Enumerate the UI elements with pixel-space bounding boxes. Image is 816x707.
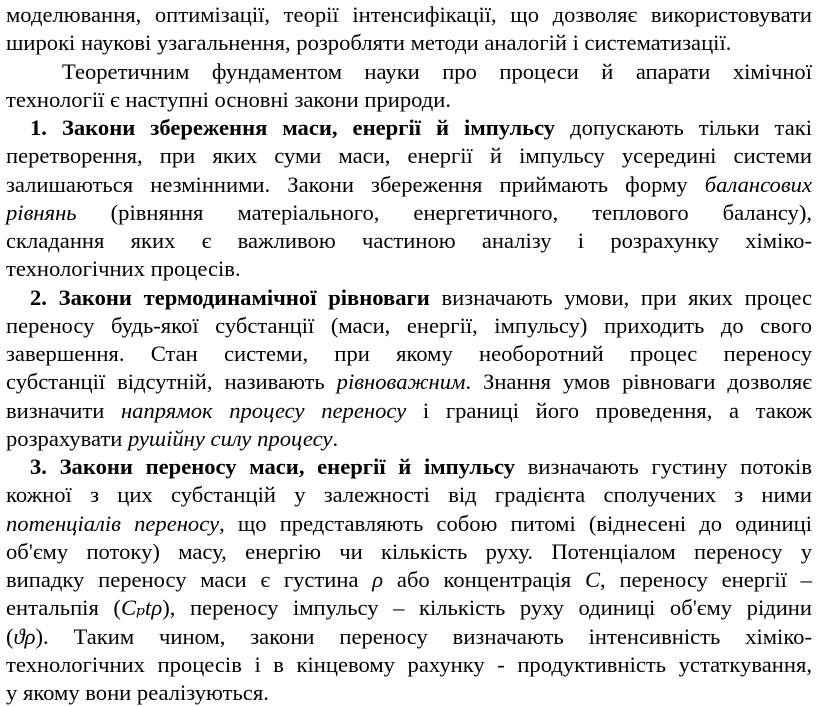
text-line: у якому вони реалізуються. <box>6 680 269 705</box>
text-line: залишаються незмінними. Закони збереження приймають форму балансових <box>6 171 812 197</box>
text-line: переносу будь-якої субстанції (маси, енергії, імпульсу) приходить до свого <box>6 312 812 338</box>
text-line: рівнянь (рівняння матеріального, енергетичного, теплового балансу), <box>6 199 812 225</box>
text-line: розрахувати рушійну силу процесу. <box>6 425 339 451</box>
text-line: об'єму потоку) масу, енергію чи кількість руху. Потенціалом переносу у <box>6 538 812 564</box>
text-line: моделювання, оптимізації, теорії інтенсифікації, що дозволяє використовувати <box>6 2 812 27</box>
text-line: (ϑρ). Таким чином, закони переносу визначають інтенсивність хіміко- <box>6 623 812 649</box>
text-line: визначити напрямок процесу переносу і границі його проведення, а також <box>6 397 813 423</box>
text-line: 3. Закони переносу маси, енергії й імпульсу визначають густину потоків <box>30 454 812 479</box>
section-heading-2: 2. Закони термодинамічної рівноваги <box>30 284 430 310</box>
text-line: випадку переносу маси є густина ρ або концентрація C, переносу енергії – <box>6 567 812 592</box>
text-line: потенціалів переносу, що представляють собою питомі (віднесені до одиниці <box>6 510 812 536</box>
section-heading-3: 3. Закони переносу маси, енергії й імпульсу <box>30 454 516 479</box>
section-heading-1: 1. Закони збереження маси, енергії й імпульсу <box>30 115 556 140</box>
text-line: складання яких є важливою частиною аналізу і розрахунку хіміко- <box>6 228 812 253</box>
text-line: технології є наступні основні закони природи. <box>6 86 452 112</box>
text-line: ентальпія (Cₚtρ), переносу імпульсу – кількість руху одиниці об'єму рідини <box>6 595 812 621</box>
text-line: 1. Закони збереження маси, енергії й імпульсу допускають тільки такі <box>30 115 812 140</box>
text-line: технологічних процесів і в кінцевому рахунку - продуктивність устаткування, <box>6 651 812 677</box>
text-line: широкі наукові узагальнення, розробляти методи аналогій і систематизації. <box>6 30 732 56</box>
text-line: субстанції відсутній, називають рівноважним. Знання умов рівноваги дозволяє <box>6 369 812 395</box>
text-line: кожної з цих субстанцій у залежності від градієнта сполучених з ними <box>6 482 812 508</box>
text-line: перетворення, при яких суми маси, енергії й імпульсу усередині системи <box>6 143 812 169</box>
text-line: технологічних процесів. <box>6 256 241 282</box>
text-line: завершення. Стан системи, при якому необоротний процес переносу <box>6 341 812 366</box>
text-line: 2. Закони термодинамічної рівноваги визначають умови, при яких процес <box>30 284 812 310</box>
text-line: Теоретичним фундаментом науки про процеси й апарати хімічної <box>62 58 812 84</box>
